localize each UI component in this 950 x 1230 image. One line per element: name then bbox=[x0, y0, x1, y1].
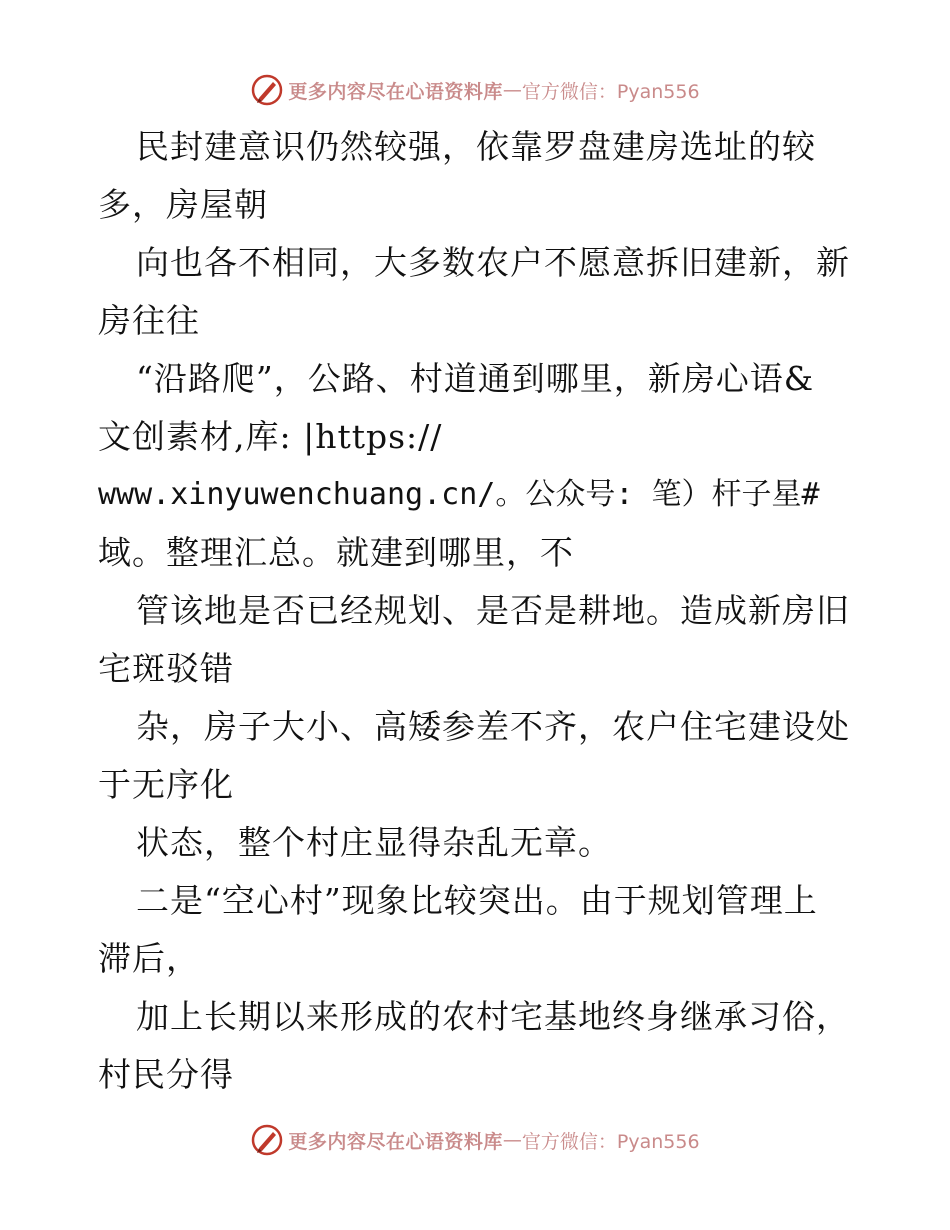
text-line: 村民分得 bbox=[98, 1055, 234, 1094]
text-line: 民封建意识仍然较强，依靠罗盘建房选址的较 bbox=[136, 127, 816, 166]
text-line: “沿路爬”，公路、村道通到哪里，新房心语& bbox=[136, 359, 815, 398]
banner-wechat: 官方微信：Pyan556 bbox=[521, 80, 700, 103]
banner-separator: — bbox=[502, 79, 522, 101]
text-line: 管该地是否已经规划、是否是耕地。造成新房旧 bbox=[136, 591, 850, 630]
text-line: 状态，整个村庄显得杂乱无章。 bbox=[136, 823, 612, 862]
text-line: 加上长期以来形成的农村宅基地终身继承习俗， bbox=[136, 997, 850, 1036]
text-line: 滞后， bbox=[98, 939, 200, 978]
text-line: 二是“空心村”现象比较突出。由于规划管理上 bbox=[136, 881, 818, 920]
banner-separator: — bbox=[502, 1129, 522, 1151]
footer-banner bbox=[0, 1120, 950, 1160]
banner-wechat: 官方微信：Pyan556 bbox=[521, 1130, 700, 1153]
banner-title: 更多内容尽在心语资料库 bbox=[288, 80, 503, 103]
text-line: www.xinyuwenchuang.cn/。公众号: 笔）杆子星# bbox=[98, 477, 820, 512]
header-banner bbox=[0, 70, 950, 110]
text-line: 杂，房子大小、高矮参差不齐，农户住宅建设处 bbox=[136, 707, 850, 746]
text-line: 宅斑驳错 bbox=[98, 649, 234, 688]
text-line: 向也各不相同，大多数农户不愿意拆旧建新，新 bbox=[136, 243, 850, 282]
text-line: 多，房屋朝 bbox=[98, 185, 268, 224]
pen-logo-icon bbox=[250, 73, 284, 107]
pen-logo-icon bbox=[250, 1123, 284, 1157]
document-body bbox=[98, 118, 858, 1104]
text-line: 房往往 bbox=[98, 301, 200, 340]
text-line: 于无序化 bbox=[98, 765, 234, 804]
text-line: 文创素材,库: |https:// bbox=[98, 417, 443, 456]
text-line: 域。整理汇总。就建到哪里，不 bbox=[98, 533, 574, 572]
banner-title: 更多内容尽在心语资料库 bbox=[288, 1130, 503, 1153]
